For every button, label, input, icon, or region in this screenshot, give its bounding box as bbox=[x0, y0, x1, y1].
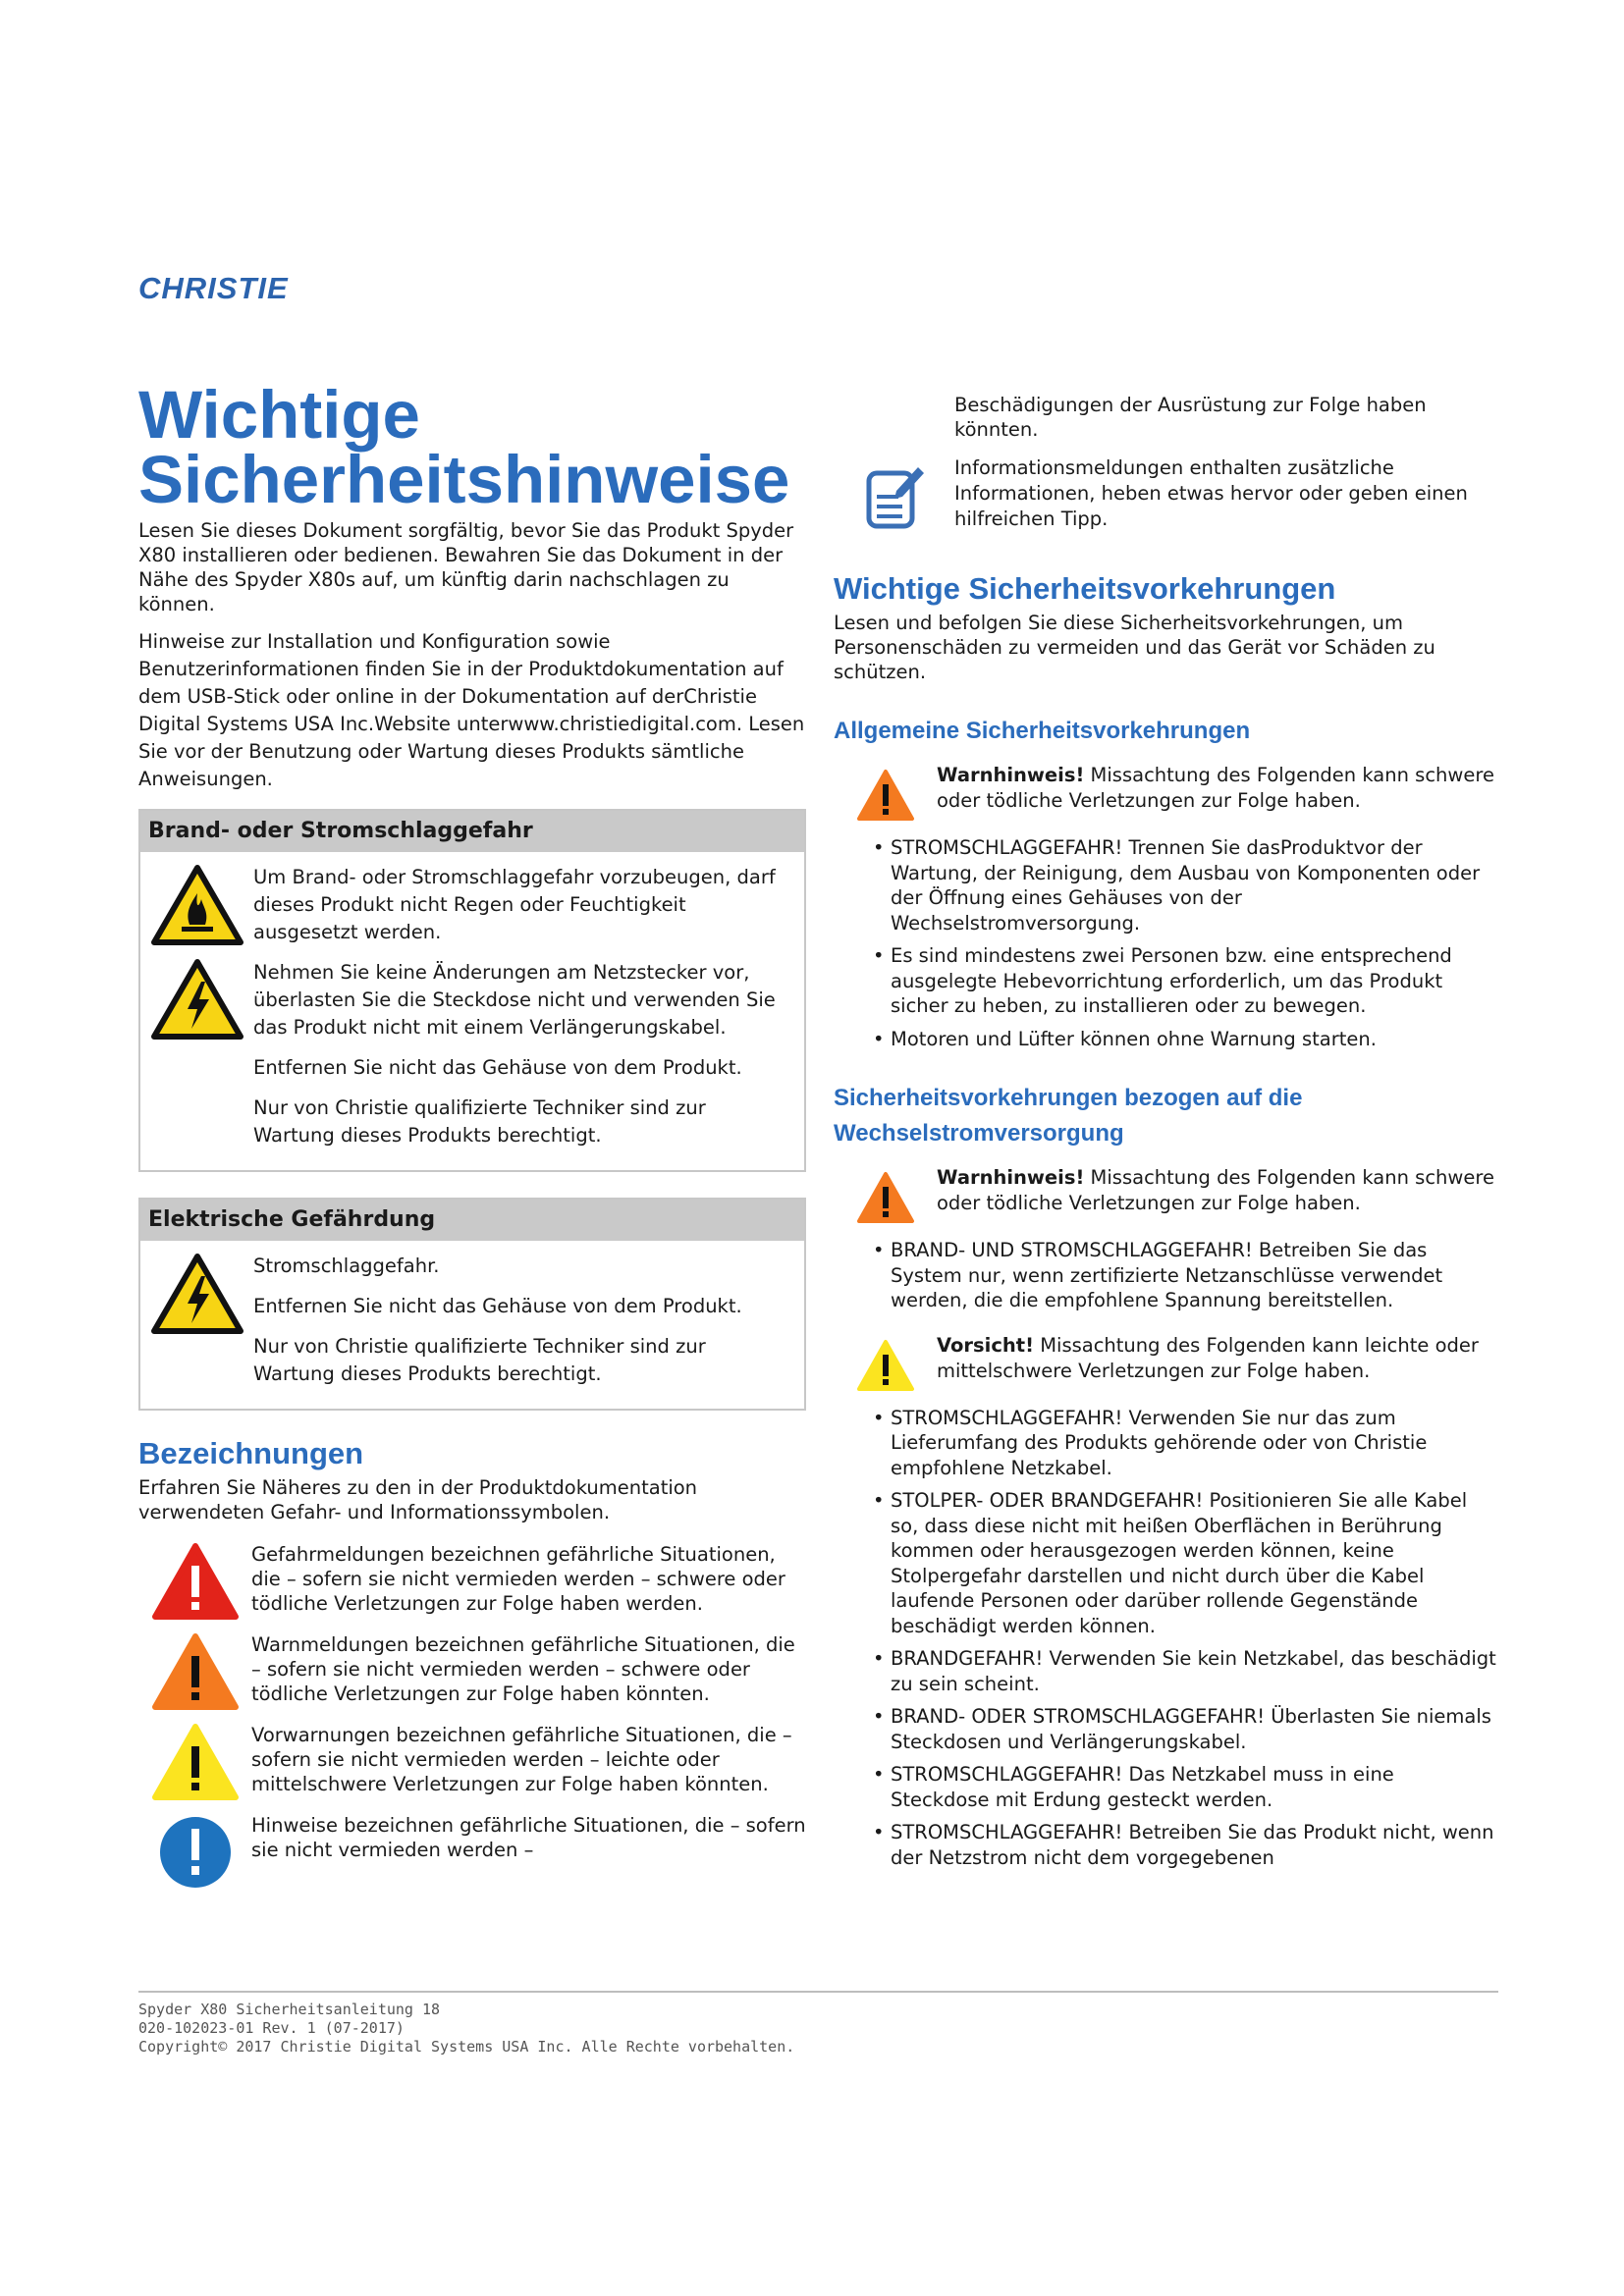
ac-precautions-list-a bbox=[834, 1238, 1496, 1313]
warning-message: Missachtung des Folgenden kann schwere oder tödliche Verletzungen zur Folge haben. bbox=[937, 1166, 1494, 1214]
list-item: • STROMSCHLAGGEFAHR! Trennen Sie dasProduktvor der Wartung, der Reinigung, dem Ausbau von Komponenten oder der Öffnung eines Gehäuses von der Wechselstromversorgung. bbox=[873, 835, 1496, 935]
notice-symbol-row bbox=[138, 1813, 806, 1892]
list-item: • BRAND- ODER STROMSCHLAGGEFAHR! Überlasten Sie niemals Steckdosen und Verlängerungskabel. bbox=[873, 1704, 1496, 1754]
electrical-hazard-box bbox=[138, 1198, 806, 1411]
ac-caution-text bbox=[937, 1333, 1496, 1392]
danger-symbol-row bbox=[138, 1542, 806, 1621]
left-column bbox=[138, 377, 806, 1903]
list-item: • STROMSCHLAGGEFAHR! Das Netzkabel muss in eine Steckdose mit Erdung gesteckt werden. bbox=[873, 1762, 1496, 1812]
electric-hazard-icon bbox=[150, 1253, 244, 1335]
continued-text: Beschädigungen der Ausrüstung zur Folge haben könnten. bbox=[954, 394, 1427, 441]
right-column bbox=[834, 393, 1496, 1890]
list-item: • BRAND- UND STROMSCHLAGGEFAHR! Betreiben Sie das System nur, wenn zertifizierte Netzanschlüsse verwendet werden, die die empfohlene Spannung bereitstellen. bbox=[873, 1238, 1496, 1313]
danger-icon bbox=[151, 1542, 240, 1621]
ac-precautions-list-b bbox=[834, 1406, 1496, 1871]
list-item: • STROMSCHLAGGEFAHR! Betreiben Sie das Produkt nicht, wenn der Netzstrom nicht dem vorgegebenen bbox=[873, 1820, 1496, 1870]
fire-hazard-icon bbox=[150, 864, 244, 946]
warning-label: Warnhinweis! bbox=[937, 764, 1085, 786]
electrical-paragraph-1: Stromschlaggefahr. bbox=[253, 1255, 440, 1277]
warning-message: Missachtung des Folgenden kann schwere oder tödliche Verletzungen zur Folge haben. bbox=[937, 764, 1494, 812]
warning-label: Warnhinweis! bbox=[937, 1166, 1085, 1189]
caution-symbol-row bbox=[138, 1723, 806, 1801]
designations-intro: Erfahren Sie Näheres zu den in der Produktdokumentation verwendeten Gefahr- und Informationssymbolen. bbox=[138, 1476, 698, 1523]
footer-revision: 020-102023-01 Rev. 1 (07-2017) bbox=[138, 2019, 405, 2037]
caution-label: Vorsicht! bbox=[937, 1333, 1034, 1357]
notice-icon bbox=[156, 1813, 235, 1892]
warning-description: Warnmeldungen bezeichnen gefährliche Situationen, die – sofern sie nicht vermieden werden – schwere oder tödliche Verletzungen zur Folge haben könnten. bbox=[251, 1633, 795, 1705]
electric-hazard-icon bbox=[150, 958, 244, 1041]
fire-paragraph-4: Nur von Christie qualifizierte Techniker sind zur Wartung dieses Produkts berechtigt. bbox=[253, 1096, 706, 1147]
fire-shock-hazard-box bbox=[138, 809, 806, 1172]
electrical-paragraph-2: Entfernen Sie nicht das Gehäuse von dem Produkt. bbox=[253, 1295, 742, 1317]
general-precautions-heading: Allgemeine Sicherheitsvorkehrungen bbox=[834, 718, 1251, 744]
list-item: • BRANDGEFAHR! Verwenden Sie kein Netzkabel, das beschädigt zu sein scheint. bbox=[873, 1646, 1496, 1696]
caution-message: Missachtung des Folgenden kann leichte oder mittelschwere Verletzungen zur Folge haben. bbox=[937, 1333, 1479, 1382]
page-title: Wichtige Sicherheitshinweise bbox=[138, 377, 790, 517]
ac-warning-text bbox=[937, 1165, 1496, 1224]
general-warning-notice bbox=[834, 763, 1496, 822]
fire-paragraph-2: Nehmen Sie keine Änderungen am Netzstecker vor, überlasten Sie die Steckdose nicht und verwenden Sie das Produkt nicht mit einem Verlängerungskabel. bbox=[253, 961, 776, 1039]
notice-description: Hinweise bezeichnen gefährliche Situationen, die – sofern sie nicht vermieden werden – bbox=[251, 1814, 806, 1861]
info-note-icon bbox=[863, 461, 926, 532]
fire-shock-heading: Brand- oder Stromschlaggefahr bbox=[140, 811, 804, 852]
intro-paragraph-2: Hinweise zur Installation und Konfiguration sowie Benutzerinformationen finden Sie in der Produktdokumentation auf dem USB-Stick oder online in der Dokumentation auf derChristie Digital Systems USA Inc.Website unterwww.christiedigital.com. Lesen Sie vor der Benutzung oder Wartung dieses Produkts sämtliche Anweisungen. bbox=[138, 630, 805, 790]
footer-document-title: Spyder X80 Sicherheitsanleitung 18 bbox=[138, 2001, 441, 2018]
list-item: • Es sind mindestens zwei Personen bzw. eine entsprechend ausgelegte Hebevorrichtung erforderlich, um das Produkt sicher zu heben, zu installieren oder zu bewegen. bbox=[873, 943, 1496, 1019]
footer-copyright: Copyright© 2017 Christie Digital Systems USA Inc. Alle Rechte vorbehalten. bbox=[138, 2038, 795, 2056]
danger-description: Gefahrmeldungen bezeichnen gefährliche Situationen, die – sofern sie nicht vermieden werden – schwere oder tödliche Verletzungen zur Folge haben werden. bbox=[251, 1543, 785, 1615]
general-warning-text bbox=[937, 763, 1496, 822]
intro-paragraph-1: Lesen Sie dieses Dokument sorgfältig, bevor Sie das Produkt Spyder X80 installieren oder bedienen. Bewahren Sie das Dokument in der Nähe des Spyder X80s auf, um künftig darin nachschlagen zu können. bbox=[138, 519, 794, 615]
electrical-paragraph-3: Nur von Christie qualifizierte Techniker sind zur Wartung dieses Produkts berechtigt. bbox=[253, 1335, 706, 1385]
page-footer bbox=[138, 1991, 1498, 2056]
caution-icon bbox=[856, 1339, 915, 1392]
ac-warning-notice bbox=[834, 1165, 1496, 1224]
warning-icon bbox=[856, 1171, 915, 1224]
list-item: • Motoren und Lüfter können ohne Warnung starten. bbox=[873, 1027, 1496, 1052]
fire-paragraph-3: Entfernen Sie nicht das Gehäuse von dem Produkt. bbox=[253, 1056, 742, 1079]
ac-caution-notice bbox=[834, 1333, 1496, 1392]
info-note-text: Informationsmeldungen enthalten zusätzliche Informationen, heben etwas hervor oder geben einen hilfreichen Tipp. bbox=[954, 456, 1468, 530]
caution-description: Vorwarnungen bezeichnen gefährliche Situationen, die – sofern sie nicht vermieden werden – leichte oder mittelschwere Verletzungen zur Folge haben könnten. bbox=[251, 1724, 792, 1795]
general-precautions-list bbox=[834, 835, 1496, 1051]
fire-paragraph-1: Um Brand- oder Stromschlaggefahr vorzubeugen, darf dieses Produkt nicht Regen oder Feuchtigkeit ausgesetzt werden. bbox=[253, 866, 776, 943]
christie-logo: CHRISTIE bbox=[138, 271, 289, 305]
warning-symbol-row bbox=[138, 1632, 806, 1711]
list-item: • STROMSCHLAGGEFAHR! Verwenden Sie nur das zum Lieferumfang des Produkts gehörende oder von Christie empfohlene Netzkabel. bbox=[873, 1406, 1496, 1481]
ac-precautions-heading: Sicherheitsvorkehrungen bezogen auf die Wechselstromversorgung bbox=[834, 1085, 1303, 1147]
caution-icon bbox=[151, 1723, 240, 1801]
precautions-heading: Wichtige Sicherheitsvorkehrungen bbox=[834, 571, 1336, 606]
designations-heading: Bezeichnungen bbox=[138, 1436, 364, 1470]
warning-icon bbox=[856, 769, 915, 822]
electrical-heading: Elektrische Gefährdung bbox=[140, 1200, 804, 1241]
list-item: • STOLPER- ODER BRANDGEFAHR! Positionieren Sie alle Kabel so, dass diese nicht mit heißen Oberflächen in Berührung kommen oder herausgezogen werden können, keine Stolpergefahr darstellen und nicht durch über die Kabel laufende Personen oder darüber rollende Gegenstände beschädigt werden können. bbox=[873, 1488, 1496, 1638]
precautions-intro: Lesen und befolgen Sie diese Sicherheitsvorkehrungen, um Personenschäden zu vermeiden und das Gerät vor Schäden zu schützen. bbox=[834, 612, 1435, 683]
warning-icon bbox=[151, 1632, 240, 1711]
info-note-row bbox=[834, 455, 1496, 532]
